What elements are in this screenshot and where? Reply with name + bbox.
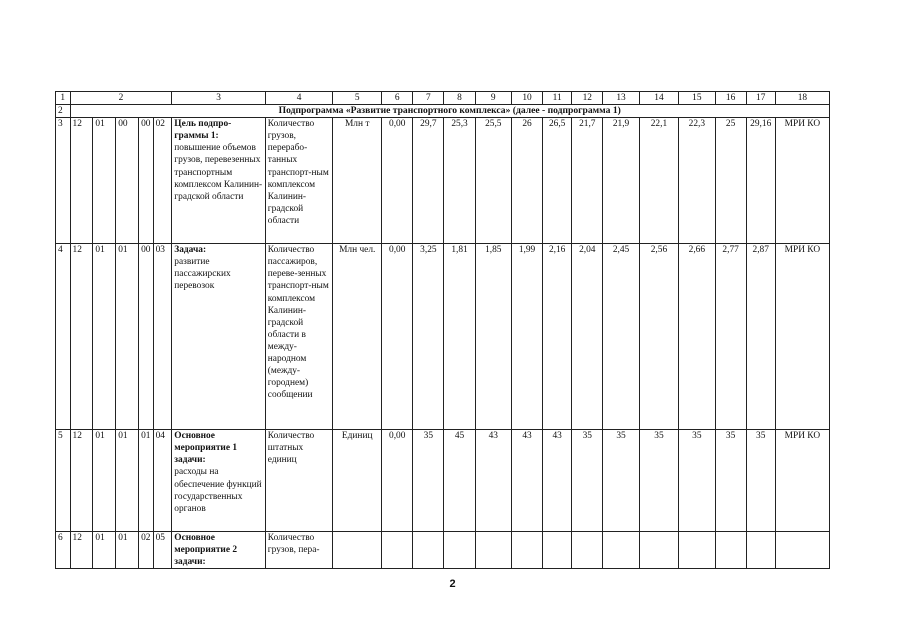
column-number: 15 [679,92,715,105]
value-cell [543,532,572,569]
value-cell: 35 [572,430,603,532]
indicator-cell: Количество грузов, пера- [265,532,333,569]
value-cell: 1,85 [475,244,511,430]
value-cell [679,532,715,569]
value-cell: 1,81 [444,244,475,430]
value-cell: 2,16 [543,244,572,430]
value-cell [413,532,444,569]
code-cell: 05 [153,532,172,569]
value-cell: 1,99 [511,244,542,430]
column-number: 1 [56,92,71,105]
value-cell: 21,9 [603,118,639,244]
row-number: 5 [56,430,71,532]
executor-cell: МРИ КО [775,244,829,430]
value-cell [475,532,511,569]
code-cell: 01 [116,532,139,569]
value-cell: 2,66 [679,244,715,430]
column-number: 7 [413,92,444,105]
goal-cell [172,118,266,244]
code-cell: 01 [93,532,116,569]
value-cell: 2,45 [603,244,639,430]
code-cell: 01 [93,244,116,430]
code-cell: 02 [139,532,154,569]
value-cell: 25,3 [444,118,475,244]
table-row [56,118,830,244]
row-number: 4 [56,244,71,430]
value-cell [715,532,746,569]
code-cell: 12 [70,430,93,532]
value-cell [444,532,475,569]
column-number: 17 [746,92,775,105]
goal-heading: Задача: [174,245,207,256]
row-number: 3 [56,118,71,244]
column-number: 8 [444,92,475,105]
goal-heading: Основное мероприятие 2 задачи: [174,533,238,568]
executor-cell [775,532,829,569]
value-cell: 2,87 [746,244,775,430]
column-number: 2 [70,92,172,105]
value-cell [572,532,603,569]
code-cell: 01 [93,430,116,532]
row-number: 6 [56,532,71,569]
value-cell: 3,25 [413,244,444,430]
indicator-cell: Количество штатных единиц [265,430,333,532]
column-number: 3 [172,92,266,105]
goal-cell [172,244,266,430]
executor-cell: МРИ КО [775,430,829,532]
goal-description: повышение объемов грузов, перевезенных транспортным комплексом Калинин-градской области [174,143,263,202]
value-cell: 22,1 [639,118,678,244]
code-cell: 12 [70,532,93,569]
goal-heading: Цель подпро-граммы 1: [174,119,232,142]
column-number: 6 [382,92,413,105]
value-cell: 29,16 [746,118,775,244]
subprogram-row [56,105,830,118]
page-number: 2 [449,578,456,590]
value-cell: 35 [413,430,444,532]
value-cell: 0,00 [382,244,413,430]
column-number-row [56,92,830,105]
code-cell: 02 [153,118,172,244]
value-cell: 25,5 [475,118,511,244]
goal-description: расходы на обеспечение функций государственных органов [174,467,262,514]
value-cell [603,532,639,569]
code-cell: 00 [139,244,154,430]
value-cell: 43 [511,430,542,532]
executor-cell: МРИ КО [775,118,829,244]
value-cell: 45 [444,430,475,532]
column-number: 18 [775,92,829,105]
code-cell: 01 [116,430,139,532]
column-number: 9 [475,92,511,105]
code-cell: 01 [139,430,154,532]
code-cell: 12 [70,118,93,244]
value-cell: 35 [715,430,746,532]
subprogram-title: Подпрограмма «Развитие транспортного комплекса» (далее - подпрограмма 1) [70,105,829,118]
value-cell: 2,77 [715,244,746,430]
code-cell: 01 [93,118,116,244]
column-number: 14 [639,92,678,105]
value-cell: 43 [543,430,572,532]
table-row [56,430,830,532]
value-cell: 21,7 [572,118,603,244]
value-cell: 22,3 [679,118,715,244]
column-number: 11 [543,92,572,105]
value-cell: 2,56 [639,244,678,430]
unit-cell: Единиц [333,430,382,532]
value-cell: 26,5 [543,118,572,244]
column-number: 12 [572,92,603,105]
indicator-cell: Количество грузов, перерабо-танных транспорт-ным комплексом Калинин-градской области [265,118,333,244]
code-cell: 01 [116,244,139,430]
value-cell: 2,04 [572,244,603,430]
column-number: 13 [603,92,639,105]
value-cell: 0,00 [382,118,413,244]
indicator-cell: Количество пассажиров, переве-зенных транспорт-ным комплексом Калинин-градской области в между-народном (между-городнем) сообщении [265,244,333,430]
code-cell: 03 [153,244,172,430]
value-cell: 43 [475,430,511,532]
column-number: 10 [511,92,542,105]
goal-heading: Основное мероприятие 1 задачи: [174,431,238,466]
value-cell: 29,7 [413,118,444,244]
value-cell: 0,00 [382,430,413,532]
value-cell [511,532,542,569]
unit-cell [333,532,382,569]
unit-cell: Млн чел. [333,244,382,430]
code-cell: 12 [70,244,93,430]
column-number: 16 [715,92,746,105]
value-cell: 26 [511,118,542,244]
value-cell: 35 [639,430,678,532]
table-row [56,244,830,430]
indicator-table [55,91,830,569]
row-number: 2 [56,105,71,118]
table-row [56,532,830,569]
value-cell [639,532,678,569]
code-cell: 00 [139,118,154,244]
value-cell [382,532,413,569]
unit-cell: Млн т [333,118,382,244]
goal-cell [172,430,266,532]
code-cell: 00 [116,118,139,244]
column-number: 5 [333,92,382,105]
value-cell: 35 [679,430,715,532]
code-cell: 04 [153,430,172,532]
value-cell: 35 [603,430,639,532]
value-cell [746,532,775,569]
value-cell: 35 [746,430,775,532]
column-number: 4 [265,92,333,105]
value-cell: 25 [715,118,746,244]
goal-cell [172,532,266,569]
goal-description: развитие пассажирских перевозок [174,257,231,292]
